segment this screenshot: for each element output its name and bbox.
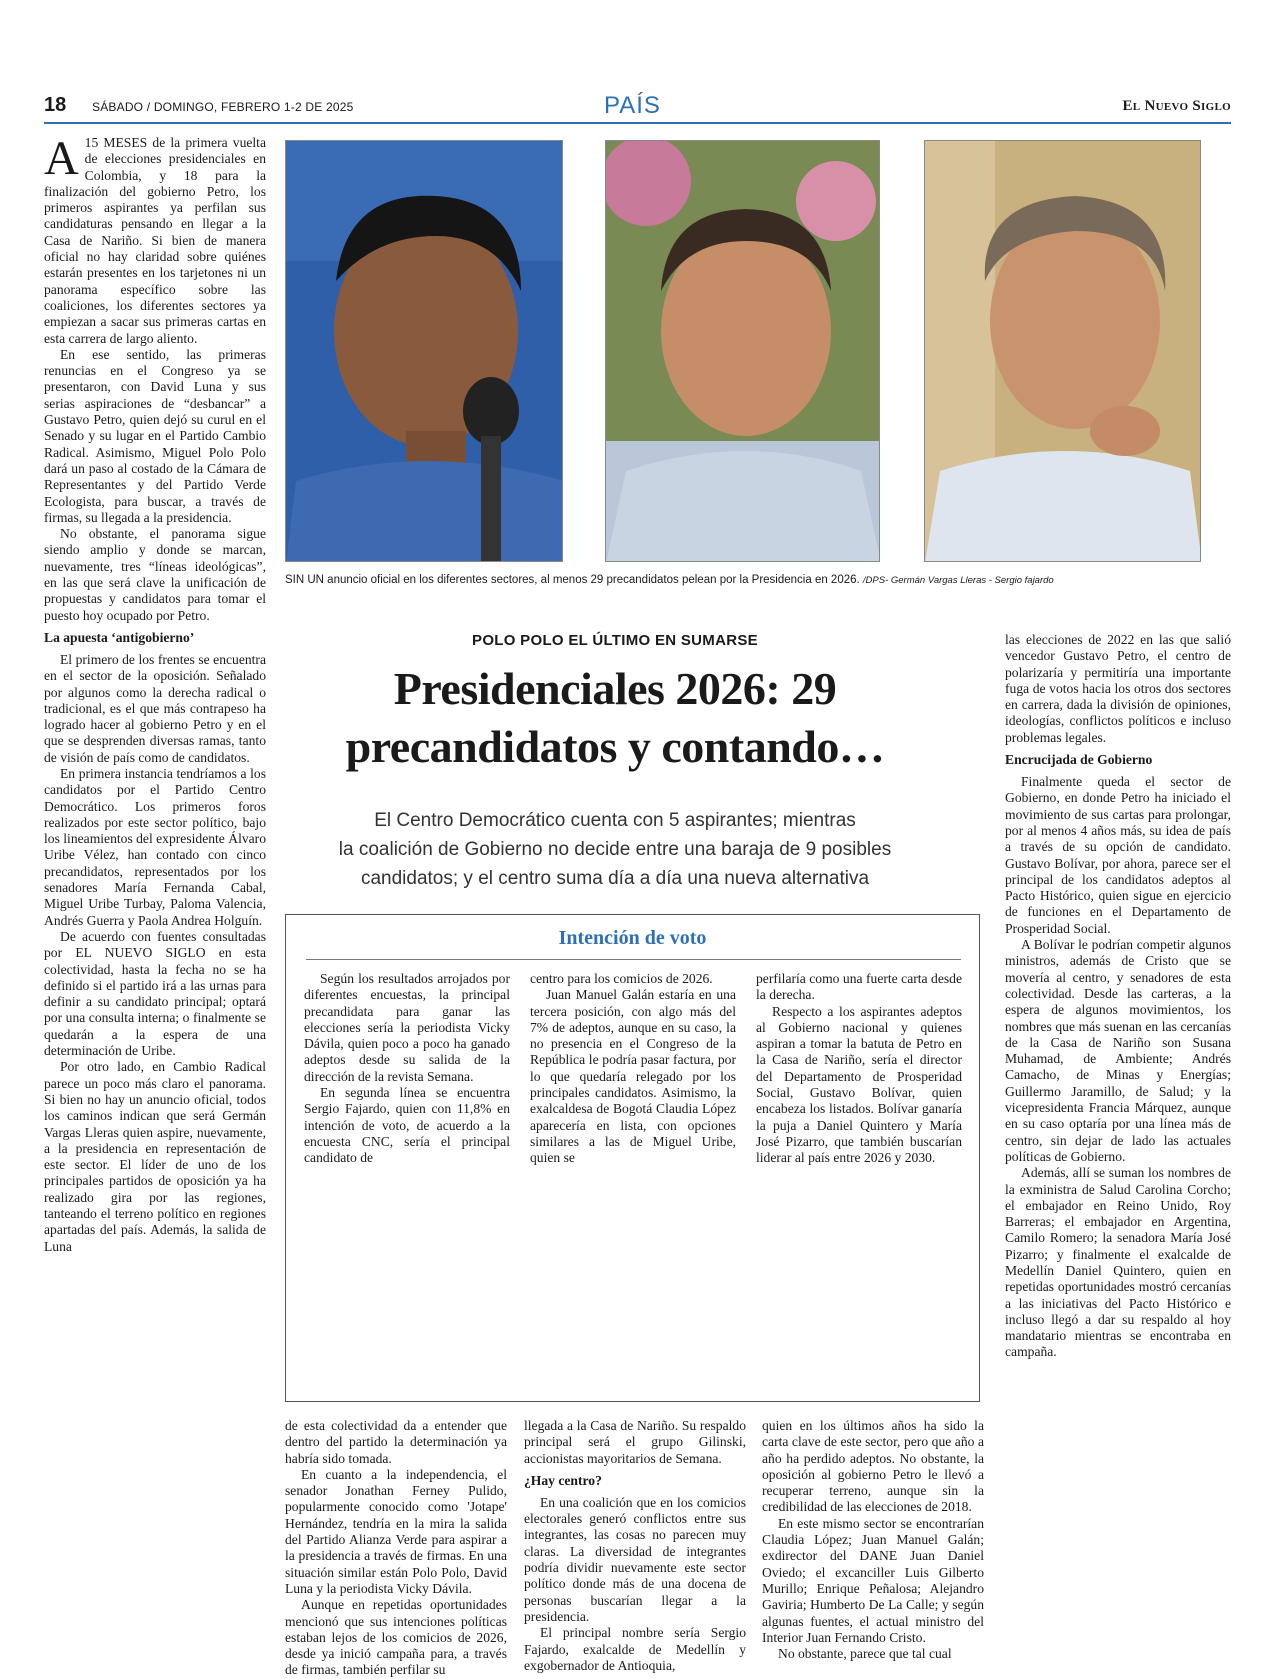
paragraph: En este mismo sector se encontrarían Claudia López; Juan Manuel Galán; exdirector del DANE Juan Daniel Oviedo; el excanciller Luis Gilberto Murillo; Enrique Peñalosa; Alejandro Gaviria; Humberto De La Calle; y según algunas fuentes, el actual ministro del Interior Juan Fernando Cristo. xyxy=(762,1515,984,1645)
paragraph: No obstante, el panorama sigue siendo amplio y donde se marcan, nuevamente, tres “líneas ideológicas”, en las que será clave la unificación de propuestas y candidatos para tomar el puesto hoy ocupado por Petro. xyxy=(44,526,266,623)
column-5 xyxy=(1005,632,1231,1361)
portrait-illustration xyxy=(925,141,1201,562)
header-rule xyxy=(44,122,1231,124)
paragraph: No obstante, parece que tal cual xyxy=(778,1646,952,1662)
column-1 xyxy=(44,132,266,1255)
photo-caption xyxy=(285,574,1245,586)
photo-candidate-2 xyxy=(605,140,880,562)
subheading: ¿Hay centro? xyxy=(524,1472,602,1488)
box-column-3 xyxy=(756,971,962,1167)
deck-line: El Centro Democrático cuenta con 5 aspirantes; mientras xyxy=(374,810,856,831)
page-header xyxy=(44,92,1231,122)
headline-line: precandidatos y contando… xyxy=(345,721,885,772)
box-column-1 xyxy=(304,971,510,1167)
deck-line: candidatos; y el centro suma día a día una nueva alternativa xyxy=(360,868,870,889)
photo-candidate-1 xyxy=(285,140,563,562)
paragraph: centro para los comicios de 2026. xyxy=(530,971,713,986)
portrait-illustration xyxy=(286,141,563,562)
paragraph: Aunque en repetidas oportunidades mencionó que sus intenciones políticas estaban lejos de los comicios de 2026, desde ya inició campaña para, a través de firmas, también perfilar su xyxy=(285,1597,507,1678)
paragraph: perfilaría como una fuerte carta desde la derecha. xyxy=(756,971,962,1003)
paragraph: En cuanto a la independencia, el senador Jonathan Ferney Pulido, popularmente conocido como 'Jotape' Hernández, tendría en la mira la salida del Partido Alianza Verde para aspirar a la presidencia a través de firmas. En una situación similar están Polo Polo, David Luna y la periodista Vicky Dávila. xyxy=(285,1466,507,1596)
photo-credit: /DPS- Germán Vargas Lleras - Sergio fajardo xyxy=(862,575,1054,586)
paragraph: En una coalición que en los comicios electorales generó conflictos entre sus integrantes, las cosas no parecen muy claras. La diversidad de integrantes podría dividir nuevamente este sector político donde más de una docena de personas buscarían llegar a la presidencia. xyxy=(524,1494,746,1624)
section-title: PAÍS xyxy=(604,92,661,119)
box-title: Intención de voto xyxy=(558,927,707,949)
paragraph: de esta colectividad da a entender que dentro del partido la determinación ya habría sido tomada. xyxy=(285,1418,507,1466)
paragraph: En primera instancia tendríamos a los candidatos por el Partido Centro Democrático. Los primeros foros realizados por este sector político, bajo los lineamientos del expresidente Álvaro Uribe Vélez, han contado con cinco precandidatos, representados por los senadores María Fernanda Cabal, Miguel Uribe Turbay, Paloma Valencia, Andrés Guerra y Paola Andrea Holguín. xyxy=(44,765,266,928)
paragraph: Juan Manuel Galán estaría en una tercera posición, con algo más del 7% de adeptos, aunque en su caso, la no presencia en el Congreso de la República le podría pasar factura, por lo que quedaría relegado por los principales candidatos. Asimismo, la exalcaldesa de Bogotá Claudia López aparecería en lista, con opciones similares a las de Miguel Uribe, quien se xyxy=(530,987,736,1166)
paragraph: quien en los últimos años ha sido la carta clave de este sector, pero que año a año ha perdido adeptos. No obstante, la oposición al gobierno Petro le llevó a recuperar terreno, aunque sin la credibilidad de las elecciones de 2018. xyxy=(762,1418,984,1515)
paragraph: Finalmente queda el sector de Gobierno, en donde Petro ha iniciado el movimiento de sus cartas para prolongar, por al menos 4 años más, su idea de país a través de su opción de candidato. Gustavo Bolívar, por ahora, parece ser el principal de los candidatos adeptos al Pacto Histórico, quien sigue en ejercicio de funciones en el Departamento de Prosperidad Social. xyxy=(1005,774,1231,936)
paragraph: de la primera vuelta de elecciones presidenciales en Colombia, y 18 para la finalización del gobierno Petro, los primeros aspirantes ya perfilan sus candidaturas pensando en llegar a la Casa de Nariño. Si bien de manera oficial no hay claridad sobre quiénes estarán presentes en los tarjetones ni un panorama específico sobre las coaliciones, los diferentes sectores ya empiezan a sacar sus primeras cartas en esta carrera de largo aliento. xyxy=(44,135,266,346)
article-kicker: POLO POLO EL ÚLTIMO EN SUMARSE xyxy=(472,632,758,649)
headline-line: Presidenciales 2026: 29 xyxy=(393,663,837,714)
column-4 xyxy=(762,1418,984,1662)
newspaper-brand: El Nuevo Siglo xyxy=(1122,98,1231,114)
issue-date: SÁBADO / DOMINGO, FEBRERO 1-2 DE 2025 xyxy=(92,100,354,114)
article-headline xyxy=(285,660,945,776)
portrait-illustration xyxy=(606,141,880,562)
paragraph: A Bolívar le podrían competir algunos ministros, además de Cristo que se movería al centro, y senadores de esta colectividad. Desde las carteras, a la espera de algunos movimientos, los nombres que más suenan en las cercanías de la Casa de Nariño son Susana Muhamad, de Ambiente; Andrés Camacho, de Minas y Energías; Guillermo Jaramillo, de Salud; y la vicepresidenta Francia Márquez, aunque en su caso optaría por una línea más de centro, sin dejar de lado las actuales políticas de Gobierno. xyxy=(1005,937,1231,1164)
paragraph: De acuerdo con fuentes consultadas por EL NUEVO SIGLO en esta colectividad, hasta la fecha no se ha definido si el partido irá a las urnas para definir a su candidato principal; optará por una consulta interna; o finalmente se quedarán a la espera de una determinación de Uribe. xyxy=(44,928,266,1059)
paragraph: las elecciones de 2022 en las que salió vencedor Gustavo Petro, el centro de polarizaría y permitiría una importante fuga de votos hacia los otros dos sectores en carrera, dada la división de opiniones, ideologías, conflictos políticos e incluso problemas legales. xyxy=(1005,632,1231,745)
paragraph: El primero de los frentes se encuentra en el sector de la oposición. Señalado por algunos como la derecha radical o tradicional, es el que más contrapeso ha logrado hacer al gobierno Petro y en el que se desprenden diversas ramas, tanto de visión de país como de candidatos. xyxy=(44,651,266,765)
caption-text: SIN UN anuncio oficial en los diferentes sectores, al menos 29 precandidatos pelean por la Presidencia en 2026. xyxy=(285,574,860,586)
lead-in: 15 MESES xyxy=(84,135,148,150)
photo-candidate-3 xyxy=(924,140,1201,562)
subheading: Encrucijada de Gobierno xyxy=(1005,752,1153,768)
paragraph: llegada a la Casa de Nariño. Su respaldo principal será el grupo Gilinski, accionistas mayoritarios de Semana. xyxy=(524,1418,746,1466)
subheading: La apuesta ‘antigobierno’ xyxy=(44,629,195,645)
paragraph: Además, allí se suman los nombres de la exministra de Salud Carolina Corcho; el embajador en Reino Unido, Roy Barreras; el embajador en Argentina, Camilo Romero; la senadora María José Pizarro; y finalmente el exalcalde de Medellín Daniel Quintero, quien en repetidas oportunidades mostró cercanías a las iniciativas del Pacto Histórico e incluso llegó a dar su respaldo al hoy mandatario mientras se encontraba en campaña. xyxy=(1005,1165,1231,1360)
article-deck xyxy=(285,806,945,893)
box-column-2 xyxy=(530,971,736,1167)
paragraph: En segunda línea se encuentra Sergio Fajardo, quien con 11,8% en intención de voto, de acuerdo a la encuesta CNC, sería el principal candidato de xyxy=(304,1085,510,1166)
paragraph: Según los resultados arrojados por diferentes encuestas, la principal precandidata para ganar las elecciones sería la periodista Vicky Dávila, quien poco a poco ha ganado adeptos desde su salida de la dirección de la revista Semana. xyxy=(304,971,510,1084)
page-number: 18 xyxy=(44,94,67,116)
deck-line: la coalición de Gobierno no decide entre una baraja de 9 posibles xyxy=(338,839,892,860)
box-divider xyxy=(306,959,961,960)
paragraph: Por otro lado, en Cambio Radical parece un poco más claro el panorama. Si bien no hay un anuncio oficial, todos los caminos indican que será Germán Vargas Lleras quien aspire, nuevamente, a la presidencia en representación de este sector. El líder de uno de los principales partidos de oposición ya ha realizado gira por las regiones, tanteando el terreno político en regiones apartadas del país. Además, la salida de Luna xyxy=(44,1059,266,1254)
drop-cap: A xyxy=(44,132,79,185)
paragraph: El principal nombre sería Sergio Fajardo, exalcalde de Medellín y exgobernador de Antioquia, xyxy=(524,1625,746,1673)
sidebar-box-intencion-de-voto xyxy=(285,914,980,1402)
paragraph: En ese sentido, las primeras renuncias en el Congreso ya se presentaron, con David Luna y sus serias aspiraciones de “desbancar” a Gustavo Petro, quien dejó su curul en el Senado y su lugar en el Partido Cambio Radical. Asimismo, Miguel Polo Polo dará un paso al costado de la Cámara de Representantes y del Partido Verde Ecologista, para buscar, a través de firmas, su llegada a la presidencia. xyxy=(44,346,266,525)
paragraph: Respecto a los aspirantes adeptos al Gobierno nacional y quienes aspiran a tomar la batuta de Petro en la Casa de Nariño, sería el director del Departamento de Prosperidad Social, Gustavo Bolívar, quien encabeza los listados. Bolívar ganaría la puja a Daniel Quintero y María José Pizarro, que también buscarían liderar al país entre 2026 y 2030. xyxy=(756,1003,962,1166)
column-3 xyxy=(524,1418,746,1674)
column-2 xyxy=(285,1418,507,1679)
